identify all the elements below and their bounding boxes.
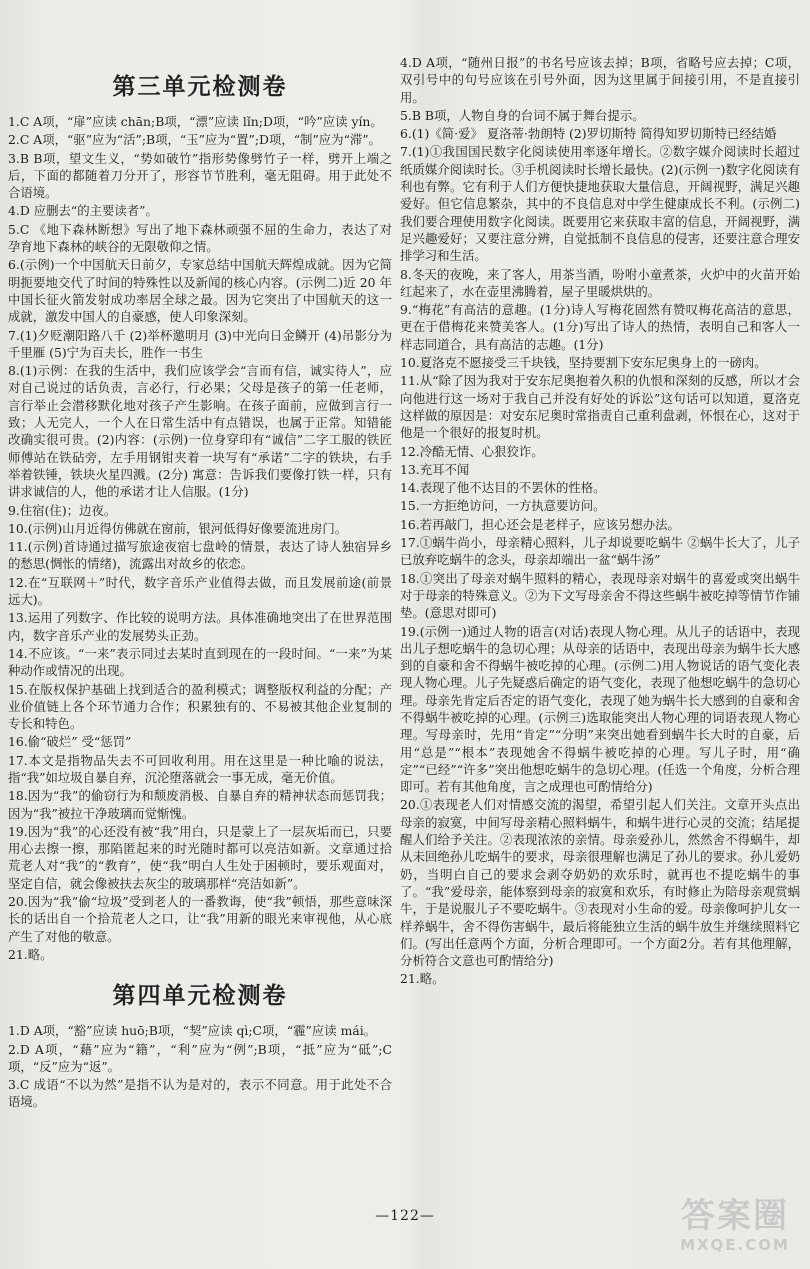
answer-item: 13.充耳不闻 [400, 461, 470, 477]
answer-item: 12.冷酷无情、心狠狡诈。 [400, 443, 544, 459]
answer-item: 13.运用了列数字、作比较的说明方法。具体准确地突出了在世界范围内，数字音乐产业的发展势头正劲。 [8, 610, 392, 643]
answer-item: 5.C 《地下森林断想》写出了地下森林顽强不屈的生命力，表达了对孕育地下森林的峡谷的无限敬仰之情。 [8, 221, 392, 255]
page-number: —122— [375, 1208, 435, 1224]
answer-item: 4.D A项，“随州日报”的书名号应该去掉；B项，省略号应去掉；C项，双引号中的句号应该在引号外面，因为这里属于间接引用，不是直接引用。 [400, 55, 800, 105]
watermark-url: MXQE.COM [680, 1236, 790, 1254]
answer-item: 15.一方拒绝访问，一方执意要访问。 [400, 498, 606, 514]
unit3-answers [8, 113, 392, 963]
left-column [8, 54, 392, 1112]
answer-item: 18.①突出了母亲对蜗牛照料的精心，表现母亲对蜗牛的喜爱或突出蜗牛对于母亲的特殊意义。②为下文写母亲舍不得这些蜗牛被吃掉等情节作铺垫。(意思对即可) [400, 570, 800, 621]
answer-item: 21.略。 [400, 971, 445, 987]
answer-item: 1.C A项，“扉”应读 chān;B项，“漂”应读 lǐn;D项，“吟”应读 yín。 [8, 114, 383, 129]
answer-item: 19.因为“我”的心还没有被“我”用白，只是蒙上了一层灰垢而已，只要用心去擦一擦，那陷匿起来的时光随时都可以亮洁如新。文章通过拾荒老人对“我”的“教育”，使“我”明白人生处于困顿时，要乐观面对，坚定自信，就会像被扶去灰尘的玻璃那样“亮洁如新”。 [8, 823, 392, 891]
answer-item: 16.偷“破烂” 受“惩罚” [8, 734, 132, 750]
answer-item: 9.“梅花”有高洁的意趣。(1分)诗人写梅花固然有赞叹梅花高洁的意思，更在于借梅花来赞美客人。(1分)写出了诗人的热情，表明自己和客人一样志同道合，具有高洁的志趣。(1分) [400, 302, 800, 352]
answer-item: 20.①表现老人们对情感交流的渴望，希望引起人们关注。文章开头点出母亲的寂寞，中间写母亲精心照料蜗牛，和蜗牛进行心灵的交流；结尾提醒人们给予关注。②表现浓浓的亲情。母亲爱孙儿，然然舍不得蜗牛，却从未回绝孙儿吃蜗牛的要求，母亲很理解也满足了孙儿的要求。孙儿爱奶奶，当明白自己的要求会剥夺奶奶的欢乐时，就再也不提吃蜗牛的事了。“我”爱母亲，能体察到母亲的寂寞和欢乐，有时修止为陪母亲观赏蜗牛，于是说服儿子不要吃蜗牛。③表现对小生命的爱。母亲像呵护儿女一样养蜗牛，舍不得伤害蜗牛，最后将能独立生活的蜗牛放生并继续照料它们。(写出任意两个方面，分析合理即可。一个方面2分。若有其他理解，分析符合文意也可酌情给分) [400, 797, 800, 969]
answer-item: 3.B B项，望文生义，“势如破竹”指形势像劈竹子一样，劈开上端之后，下面的都随着刀分开了，形容节节胜利，毫无阻碍。用于此处不合语境。 [8, 150, 392, 201]
unit4-title: 第四单元检测卷 [112, 982, 288, 1010]
answer-item: 17.本文是指物品失去不可回收利用。用在这里是一种比喻的说法，指“我”如垃圾自暴自弃，沉沦堕落就会一事无成，毫无价值。 [8, 752, 392, 785]
answer-item: 21.略。 [8, 946, 53, 962]
answer-item: 3.C 成语“不以为然”是指不认为是对的，表示不同意。用于此处不合语境。 [8, 1077, 392, 1110]
answer-item: 10.(示例)山月近得仿佛就在窗前，银河低得好像要流进房门。 [8, 520, 348, 536]
answer-item: 10.夏洛克不愿接受三千块钱，坚持要割下安东尼奥身上的一磅肉。 [400, 355, 767, 371]
answer-item: 19.(示例一)通过人物的语言(对话)表现人物心理。从儿子的话语中，表现出儿子想吃蜗牛的急切心理；从母亲的话语中，表现出母亲为蜗牛长大感到的自豪和舍不得蜗牛被吃掉的心理。(示例二)用人物说话的语气变化表现人物心理。儿子先疑惑后确定的语气变化，表现了他想吃蜗牛的急切心理。母亲先肯定后否定的语气变化，表现了她为蜗牛长大感到的自豪和舍不得蜗牛被吃掉的心理。(示例三)选取能突出人物心理的词语表现人物心理。写母亲时，先用“肯定”“分明”来突出她看到蜗牛长大时的自豪，后用“总是”“根本”表现她舍不得蜗牛被吃掉的心理。写儿子时，用“确定”“已经”“许多”突出他想吃蜗牛的急切心理。(任选一个角度，分析合理即可。若有其他角度，言之成理也可酌情给分) [400, 623, 800, 795]
answer-item: 5.B B项，人物自身的台词不属于舞台提示。 [400, 107, 645, 123]
answer-item: 8.(1)示例：在我的生活中，我们应该学会“言而有信，诚实待人”，应对自己说过的话负责，言必行，行必果；父母是孩子的第一任老师，言行举止会潜移默化地对孩子产生影响。在孩子面前，应做到言行一致；人无完人，一个人在日常生活中有点错误，也属于正常。知错能改确实很可贵。(2)内容：(示例)一位身穿印有“诚信”二字工服的铁匠师傅站在铁砧旁，左手用钢钳夹着一块写有“承诺”二字的铁块，右手举着铁锤，铁块火星四溅。(2分) 寓意：告诉我们要像打铁一样，只有讲求诚信的人，他的承诺才让人信服。(1分) [8, 363, 392, 500]
watermark-text: 答案圈 [681, 1196, 789, 1236]
answer-item: 16.若再敲门，担心还会是老样子，应该另想办法。 [400, 516, 680, 532]
answer-item: 18.因为“我”的偷窃行为和颓废消极、自暴自弃的精神状态而惩罚我；因为“我”被拉干净玻璃而觉惭愧。 [8, 788, 392, 821]
answer-item: 11.(示例)首诗通过描写旅途夜宿七盘岭的情景，表达了诗人独宿异乡的愁思(惆怅的情绪)，流露出对故乡的依恋。 [8, 539, 392, 572]
answer-item: 17.①蜗牛尚小，母亲精心照料，儿子却说要吃蜗牛 ②蜗牛长大了，儿子已放弃吃蜗牛的念头，母亲却端出一盆“蜗牛汤” [400, 535, 800, 568]
answer-item: 2.C A项，“驱”应为“活”;B项，“玉”应为“置”;D项，“制”应为“滞”。 [8, 132, 382, 148]
answer-item: 20.因为“我”偷“垃圾”受到老人的一番教诲，使“我”顿悟，那些意味深长的话出自一个拾荒老人之口，让“我”用新的眼光来审视他，从心底产生了对他的敬意。 [8, 894, 392, 944]
answer-item: 9.住宿(住)；边夜。 [8, 502, 117, 518]
unit3-title: 第三单元检测卷 [112, 73, 288, 100]
answer-item: 7.(1)夕贬潮阳路八千 (2)举杯邀明月 (3)中光向日金鳞开 (4)吊影分为千里雁 (5)宁为百夫长，胜作一书生 [8, 327, 392, 360]
answer-item: 14.表现了他不达目的不罢休的性格。 [400, 480, 606, 496]
answer-item: 6.(示例)一个中国航天日前夕，专家总结中国航天辉煌成就。因为它简明扼要地交代了时间的特殊性以及新闻的核心内容。(示例二)近 20 年中国长征火箭发射成功率居全球之最。因为它突出了中国航天的这一成就，激发中国人的自豪感，使人印象深刻。 [8, 257, 392, 325]
answer-item: 1.D A项，“豁”应读 huō;B项，“契”应读 qì;C项，“霾”应读 mái。 [8, 1023, 377, 1039]
right-column [400, 54, 800, 989]
answer-item: 12.在“互联网＋”时代，数字音乐产业值得去做，而且发展前途(前景远大)。 [8, 574, 392, 608]
answer-item: 7.(1)①我国国民数字化阅读使用率逐年增长。②数字媒介阅读时长超过纸质媒介阅读时长。③手机阅读时长增长最快。(2)(示例一)数字化阅读有利也有弊。它有利于人们方便快捷地获取大量信息，开阔视野，满足兴趣爱好。但它信息繁杂，其中的不良信息对中学生健康成长不利。(示例二)我们要合理使用数字化阅读。既要用它来获取丰富的信息，开阔视野，满足兴趣爱好；又要注意分辨，自觉抵制不良信息的侵害，还要注意合理安排学习和生活。 [400, 144, 800, 264]
answer-item: 6.(1)《简·爱》 夏洛蒂·勃朗特 (2)罗切斯特 简得知罗切斯特已经结婚 [400, 126, 777, 142]
answer-item: 15.在版权保护基础上找到适合的盈利模式；调整版权利益的分配；产业价值链上各个环节通力合作；积累独有的、不易被其他企业复制的专长和特色。 [8, 681, 392, 732]
answer-item: 8.冬天的夜晚，来了客人，用茶当酒，吩咐小童煮茶，火炉中的火苗开始红起来了，水在壶里沸腾着，屋子里暖烘烘的。 [400, 266, 800, 299]
answer-item: 14.不应该。“一来”表示同过去某时直到现在的一段时间。“一来”为某种动作或情况的出现。 [8, 645, 392, 679]
answer-item: 11.从“除了因为我对于安东尼奥抱着久积的仇恨和深刻的反感，所以才会向他进行这一场对于我自己并没有好处的诉讼”这句话可以知道，夏洛克这样做的原因是：对安东尼奥时常指责自己重利盘剥，怀恨在心，这对于他是一个很好的报复时机。 [400, 373, 800, 441]
answer-item: 4.D 应删去“的主要读者”。 [8, 203, 158, 219]
unit4-answers [8, 1022, 392, 1110]
answer-item: 2.D A项，“藉”应为“籍”，“利”应为“例”;B项，“抵”应为“砥”;C项，“反”应为“返”。 [8, 1041, 392, 1074]
watermark-logo [670, 1196, 800, 1266]
